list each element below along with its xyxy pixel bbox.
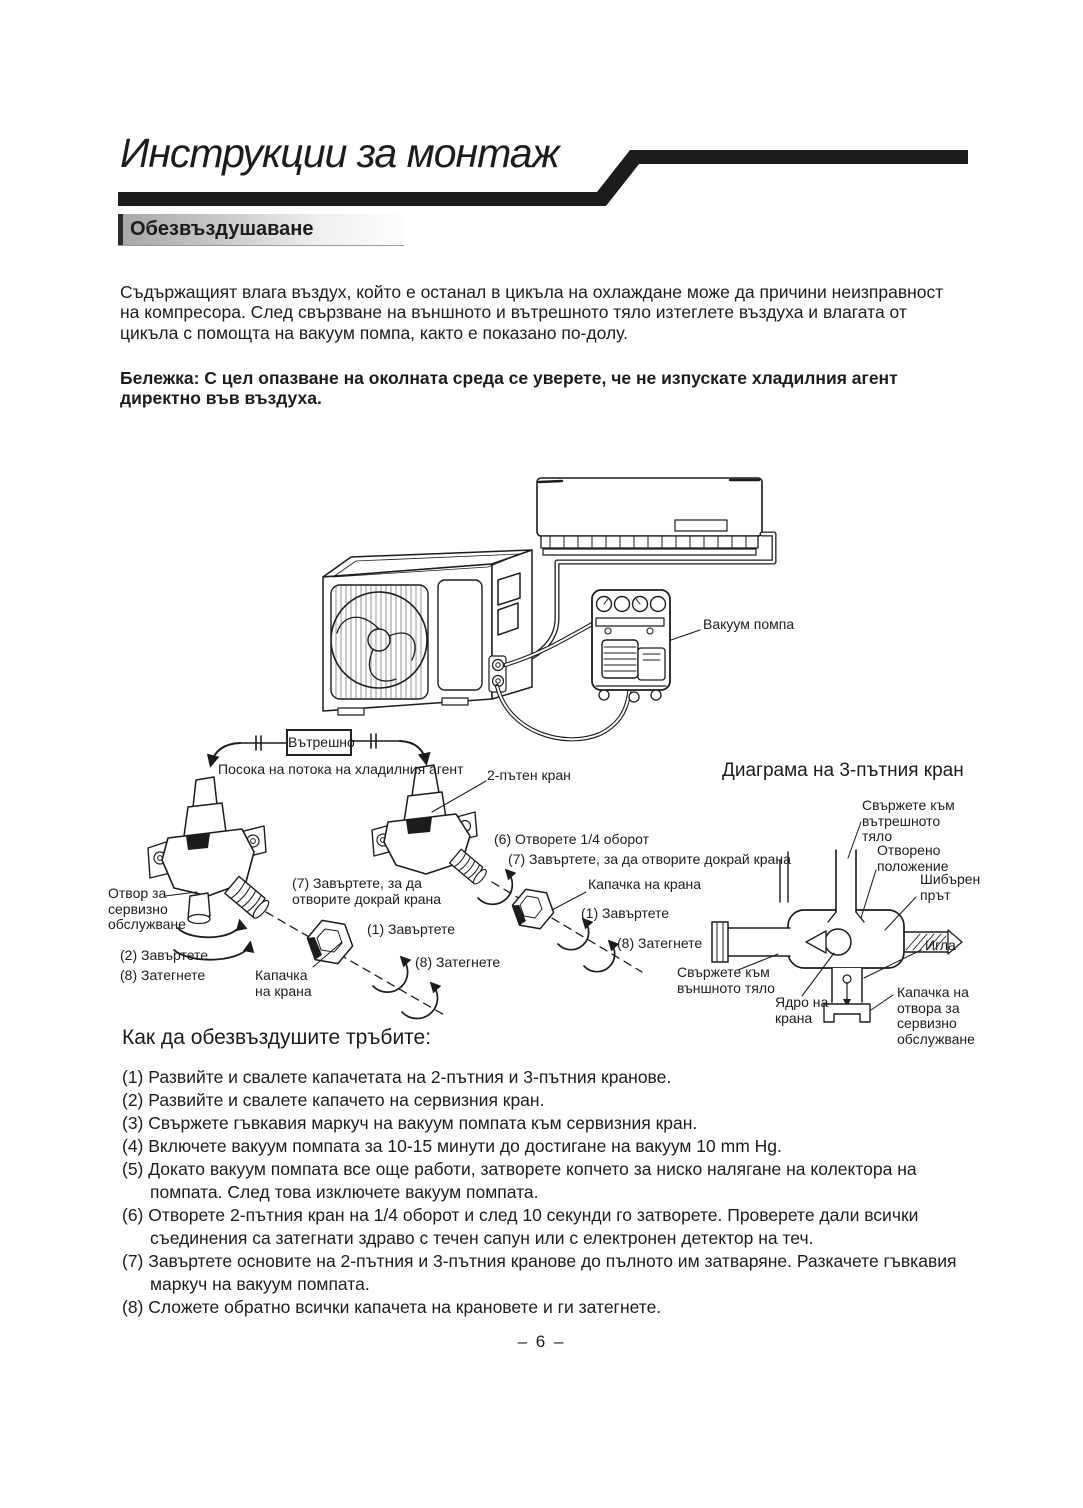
step-item: (1) Развийте и свалете капачетата на 2-пътния и 3-пътния кранове. [122, 1067, 672, 1087]
label-cap-right: Капачка на крана [588, 876, 702, 892]
evacuation-diagram [90, 450, 1010, 1030]
step-item: (8) Сложете обратно всички капачета на крановете и ги затегнете. [122, 1297, 662, 1317]
label-step7-open-full-left: (7) Завъртете, за да отворите докрай крана [292, 875, 442, 907]
label-step1-turn-left: (1) Завъртете [367, 921, 456, 937]
label-step8-tighten-left: (8) Затегнете [120, 967, 206, 983]
label-service-port: Отвор за сервизно обслужване [108, 885, 186, 932]
outdoor-unit-drawing [323, 550, 532, 715]
label-needle: Игла [925, 937, 956, 953]
page-title: Инструкции за монтаж [120, 130, 559, 176]
indoor-unit-drawing [537, 478, 762, 555]
step-item: (3) Свържете гъвкавия маркуч на вакуум помпата към сервизния кран. [122, 1113, 698, 1133]
step-item: (2) Развийте и свалете капачето на сервизния кран. [122, 1090, 545, 1110]
how-to-heading: Как да обезвъздушите тръбите: [122, 1026, 432, 1049]
step-item: (7) Завъртете основите на 2-пътния и 3-пътния кранове до пълното им затваряне. Разкачете гъвкавия маркуч на вакуум помпата. [122, 1251, 957, 1294]
title-underline-bar [118, 146, 968, 208]
step-item: (4) Включете вакуум помпата за 10-15 минути до достигане на вакуум 10 mm Hg. [122, 1136, 782, 1156]
label-step8-tighten-right: (8) Затегнете [617, 935, 703, 951]
step-item: (5) Докато вакуум помпата все още работи, затворете копчето за ниско налягане на колектора на помпата. След това изключете вакуум помпата. [122, 1159, 917, 1202]
label-spindle: Шибърен прът [920, 871, 981, 903]
step-item: (6) Отворете 2-пътния кран на 1/4 оборот и след 10 секунди го затворете. Проверете дали всички съединения са затегнати здраво с течен сапун или с електронен детектор на теч. [122, 1205, 919, 1248]
label-indoor-box: Вътрешно [286, 729, 352, 756]
steps-list [122, 1066, 974, 1319]
label-step1-turn-right: (1) Завъртете [581, 905, 670, 921]
note-paragraph: Бележка: С цел опазване на околната среда се уверете, че не изпускате хладилния агент директно във въздуха. [120, 367, 898, 408]
section-header: Обезвъздушаване [118, 214, 404, 245]
two-way-valve-drawing [372, 765, 642, 972]
page-number: – 6 – [517, 1332, 566, 1351]
three-way-diagram-title: Диаграма на 3-пътния кран [722, 760, 964, 781]
label-step6-quarter-turn: (6) Отворете 1/4 оборот [494, 831, 650, 847]
label-step7-open-full-right: (7) Завъртете, за да отворите докрай крана [508, 851, 791, 867]
vacuum-pump-drawing [592, 590, 700, 702]
label-connect-outdoor: Свържете към външното тяло [677, 964, 775, 996]
label-connect-indoor: Свържете към вътрешното тяло [862, 797, 955, 844]
label-vacuum-pump: Вакуум помпа [703, 616, 795, 632]
label-open-position: Отворено положение [877, 842, 949, 874]
label-step8-tighten-mid: (8) Затегнете [415, 954, 501, 970]
label-two-way-valve: 2-пътен кран [487, 767, 571, 783]
label-cap-left: Капачка на крана [255, 967, 312, 999]
piping-diagram-art [90, 450, 1010, 1030]
label-flow-direction: Посока на потока на хладилния агент [218, 761, 464, 777]
intro-paragraph: Съдържащият влага въздух, който е останал в цикъла на охлаждане може да причини неизправност на компресора. След свързване на външното и вътрешното тяло изтеглете въздуха и влагата от цикъла с помощта на вакуум помпа, както е показано по-долу. [120, 281, 944, 343]
label-service-port-cap: Капачка на отвора за сервизно обслужване [897, 984, 975, 1047]
label-step2-turn-left: (2) Завъртете [120, 947, 209, 963]
label-valve-core: Ядро на крана [775, 994, 829, 1026]
